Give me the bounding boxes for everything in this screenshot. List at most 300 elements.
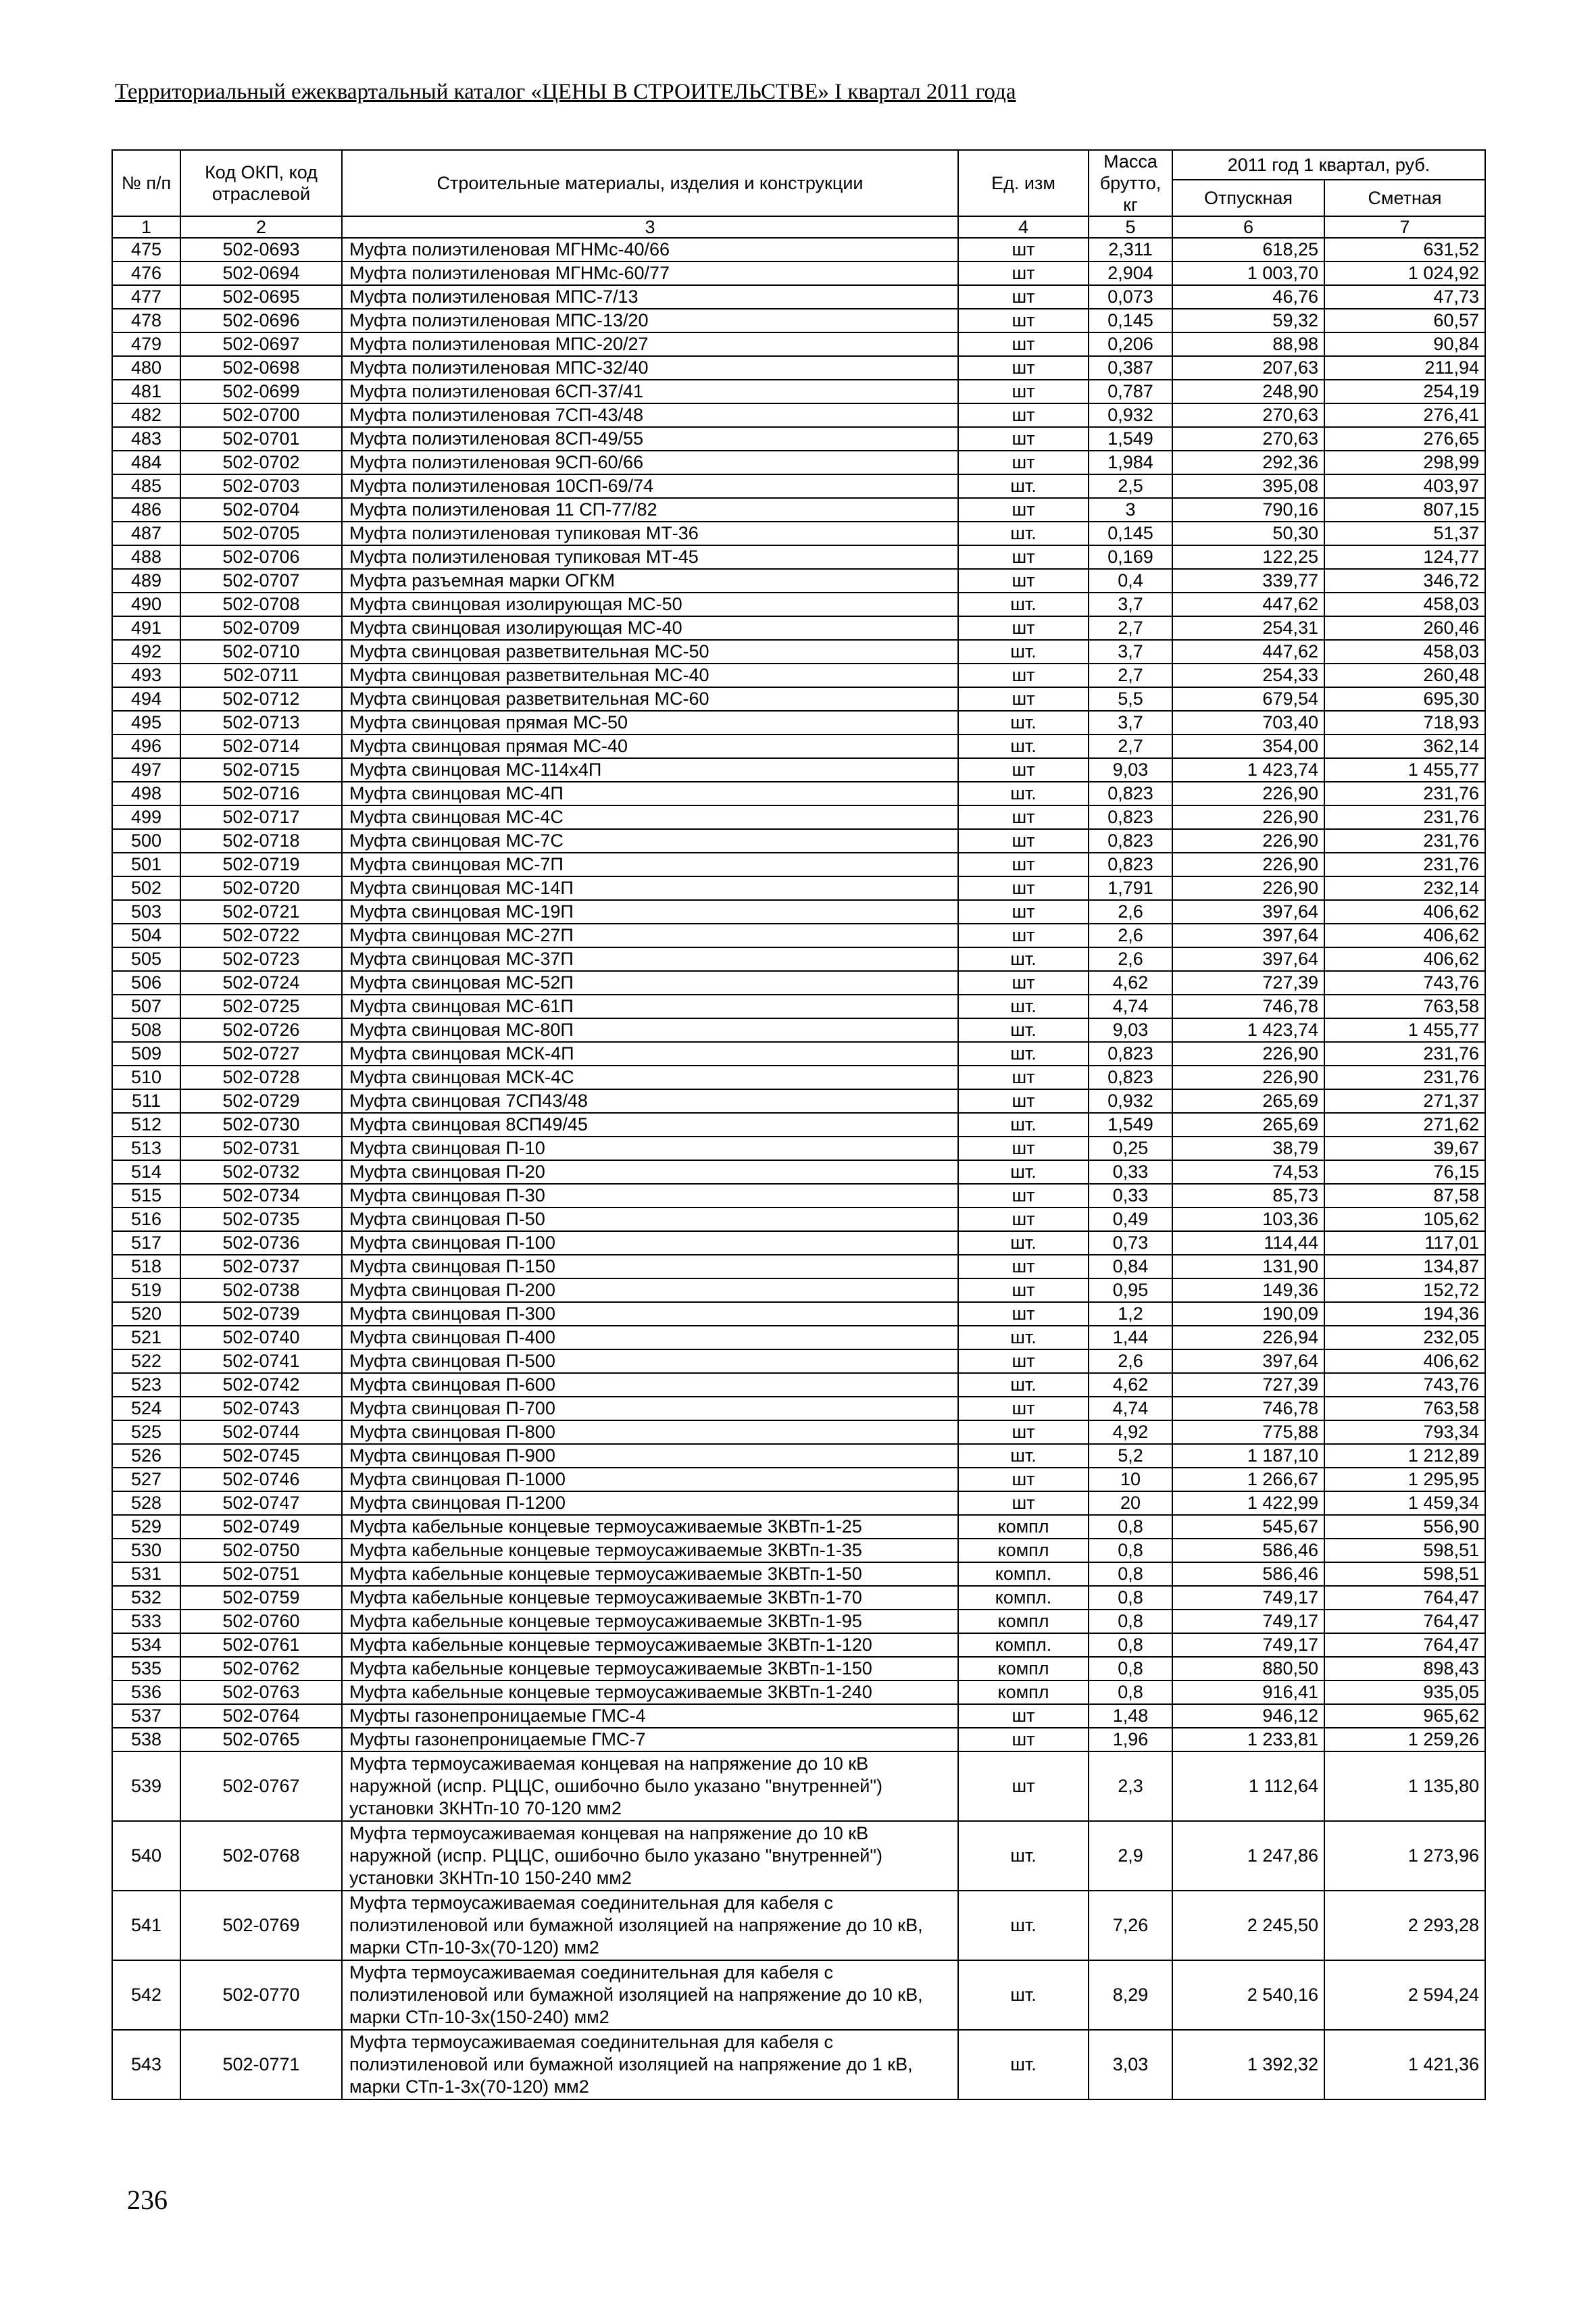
row-price-release: 207,63 (1172, 356, 1324, 380)
row-name: Муфта свинцовая П-700 (342, 1397, 958, 1420)
row-code: 502-0768 (180, 1821, 342, 1891)
table-row (112, 451, 1485, 474)
row-name: Муфта кабельные концевые термоусаживаемые 3КВТп-1-25 (342, 1515, 958, 1539)
row-name: Муфта свинцовая П-800 (342, 1420, 958, 1444)
row-name: Муфта термоусаживаемая соединительная для кабеля с полиэтиленовой или бумажной изоляцией на напряжение до 1 кВ, марки СТп-1-3х(70-120) мм2 (342, 2030, 958, 2099)
row-mass: 5,2 (1089, 1444, 1172, 1468)
row-price-estimate: 807,15 (1324, 498, 1485, 522)
row-price-release: 2 245,50 (1172, 1891, 1324, 1960)
row-name: Муфта свинцовая 8СП49/45 (342, 1113, 958, 1137)
row-number: 527 (112, 1468, 180, 1491)
row-code: 502-0763 (180, 1681, 342, 1704)
row-mass: 8,29 (1089, 1960, 1172, 2030)
row-name: Муфты газонепроницаемые ГМС-4 (342, 1704, 958, 1728)
row-price-release: 114,44 (1172, 1231, 1324, 1255)
row-code: 502-0720 (180, 876, 342, 900)
table-row (112, 380, 1485, 403)
row-number: 489 (112, 569, 180, 593)
table-row (112, 758, 1485, 782)
table-body (112, 238, 1485, 2099)
row-code: 502-0730 (180, 1113, 342, 1137)
row-number: 530 (112, 1539, 180, 1562)
table-row (112, 1278, 1485, 1302)
table-row (112, 1255, 1485, 1278)
table-row (112, 782, 1485, 805)
row-name: Муфта полиэтиленовая 8СП-49/55 (342, 427, 958, 451)
row-code: 502-0696 (180, 309, 342, 332)
row-number: 504 (112, 924, 180, 947)
row-price-estimate: 117,01 (1324, 1231, 1485, 1255)
row-unit: шт (958, 1255, 1089, 1278)
row-unit: шт (958, 262, 1089, 285)
row-price-estimate: 105,62 (1324, 1208, 1485, 1231)
row-name: Муфта полиэтиленовая МГНМс-60/77 (342, 262, 958, 285)
row-price-release: 746,78 (1172, 995, 1324, 1018)
row-price-release: 38,79 (1172, 1137, 1324, 1160)
table-row (112, 1018, 1485, 1042)
row-unit: шт. (958, 782, 1089, 805)
row-price-estimate: 260,46 (1324, 616, 1485, 640)
row-code: 502-0731 (180, 1137, 342, 1160)
table-row (112, 498, 1485, 522)
row-code: 502-0745 (180, 1444, 342, 1468)
row-price-estimate: 232,14 (1324, 876, 1485, 900)
row-price-release: 447,62 (1172, 593, 1324, 616)
row-number: 503 (112, 900, 180, 924)
row-price-estimate: 935,05 (1324, 1681, 1485, 1704)
row-unit: шт. (958, 735, 1089, 758)
table-row (112, 2030, 1485, 2099)
table-row (112, 1042, 1485, 1066)
row-name: Муфта свинцовая МС-14П (342, 876, 958, 900)
row-price-release: 397,64 (1172, 947, 1324, 971)
table-row (112, 593, 1485, 616)
row-mass: 0,8 (1089, 1657, 1172, 1681)
row-name: Муфта свинцовая МС-4С (342, 805, 958, 829)
row-code: 502-0741 (180, 1349, 342, 1373)
row-mass: 4,62 (1089, 971, 1172, 995)
row-price-estimate: 1 212,89 (1324, 1444, 1485, 1468)
price-table (111, 149, 1486, 2100)
column-header-num: № п/п (112, 150, 180, 216)
table-row (112, 616, 1485, 640)
row-code: 502-0749 (180, 1515, 342, 1539)
row-unit: шт (958, 451, 1089, 474)
row-code: 502-0706 (180, 545, 342, 569)
row-number: 502 (112, 876, 180, 900)
row-price-release: 88,98 (1172, 332, 1324, 356)
row-price-estimate: 47,73 (1324, 285, 1485, 309)
row-code: 502-0709 (180, 616, 342, 640)
table-row (112, 1657, 1485, 1681)
column-number: 3 (342, 216, 958, 238)
row-unit: шт (958, 924, 1089, 947)
row-code: 502-0761 (180, 1633, 342, 1657)
row-unit: шт (958, 1491, 1089, 1515)
row-code: 502-0742 (180, 1373, 342, 1397)
row-number: 481 (112, 380, 180, 403)
row-price-estimate: 231,76 (1324, 1066, 1485, 1089)
row-number: 538 (112, 1728, 180, 1751)
row-mass: 0,932 (1089, 403, 1172, 427)
row-price-estimate: 764,47 (1324, 1586, 1485, 1610)
row-number: 516 (112, 1208, 180, 1231)
row-price-estimate: 231,76 (1324, 1042, 1485, 1066)
row-name: Муфта свинцовая МС-19П (342, 900, 958, 924)
row-price-release: 103,36 (1172, 1208, 1324, 1231)
row-name: Муфта полиэтиленовая МПС-20/27 (342, 332, 958, 356)
row-code: 502-0751 (180, 1562, 342, 1586)
row-mass: 0,823 (1089, 782, 1172, 805)
row-price-release: 586,46 (1172, 1539, 1324, 1562)
row-number: 520 (112, 1302, 180, 1326)
column-header-price-release: Отпускная (1172, 180, 1324, 216)
row-price-release: 270,63 (1172, 427, 1324, 451)
row-name: Муфта свинцовая МС-80П (342, 1018, 958, 1042)
row-unit: шт. (958, 593, 1089, 616)
table-row (112, 309, 1485, 332)
table-row (112, 640, 1485, 664)
row-number: 529 (112, 1515, 180, 1539)
row-price-estimate: 695,30 (1324, 687, 1485, 711)
table-row (112, 1231, 1485, 1255)
row-unit: шт. (958, 2030, 1089, 2099)
row-unit: компл (958, 1610, 1089, 1633)
row-price-estimate: 260,48 (1324, 664, 1485, 687)
table-row (112, 1397, 1485, 1420)
table-row (112, 1208, 1485, 1231)
row-mass: 2,5 (1089, 474, 1172, 498)
row-code: 502-0734 (180, 1184, 342, 1208)
row-price-release: 1 392,32 (1172, 2030, 1324, 2099)
row-unit: компл (958, 1539, 1089, 1562)
row-price-release: 131,90 (1172, 1255, 1324, 1278)
row-price-estimate: 793,34 (1324, 1420, 1485, 1444)
row-name: Муфта полиэтиленовая 6СП-37/41 (342, 380, 958, 403)
table-row (112, 1728, 1485, 1751)
row-unit: шт (958, 1728, 1089, 1751)
row-name: Муфта свинцовая прямая МС-50 (342, 711, 958, 735)
row-name: Муфта кабельные концевые термоусаживаемые 3КВТп-1-95 (342, 1610, 958, 1633)
row-code: 502-0744 (180, 1420, 342, 1444)
row-price-release: 254,31 (1172, 616, 1324, 640)
table-row (112, 522, 1485, 545)
table-row (112, 1704, 1485, 1728)
row-mass: 0,387 (1089, 356, 1172, 380)
row-code: 502-0715 (180, 758, 342, 782)
row-price-release: 545,67 (1172, 1515, 1324, 1539)
table-row (112, 1633, 1485, 1657)
row-number: 487 (112, 522, 180, 545)
row-price-estimate: 231,76 (1324, 782, 1485, 805)
row-unit: шт. (958, 640, 1089, 664)
row-number: 509 (112, 1042, 180, 1066)
row-price-release: 122,25 (1172, 545, 1324, 569)
table-row (112, 900, 1485, 924)
row-price-release: 226,90 (1172, 829, 1324, 853)
row-name: Муфта свинцовая МС-7С (342, 829, 958, 853)
row-unit: компл (958, 1515, 1089, 1539)
row-price-estimate: 254,19 (1324, 380, 1485, 403)
row-name: Муфта свинцовая П-150 (342, 1255, 958, 1278)
row-price-estimate: 1 135,80 (1324, 1751, 1485, 1821)
row-name: Муфта термоусаживаемая соединительная для кабеля с полиэтиленовой или бумажной изоляцией на напряжение до 10 кВ, марки СТп-10-3х(70-120) мм2 (342, 1891, 958, 1960)
row-code: 502-0759 (180, 1586, 342, 1610)
row-unit: компл (958, 1657, 1089, 1681)
row-mass: 1,549 (1089, 427, 1172, 451)
row-price-release: 265,69 (1172, 1113, 1324, 1137)
row-price-estimate: 346,72 (1324, 569, 1485, 593)
row-price-estimate: 1 421,36 (1324, 2030, 1485, 2099)
row-price-release: 339,77 (1172, 569, 1324, 593)
row-unit: шт (958, 1278, 1089, 1302)
row-mass: 0,25 (1089, 1137, 1172, 1160)
row-mass: 4,92 (1089, 1420, 1172, 1444)
row-price-release: 226,90 (1172, 1042, 1324, 1066)
row-unit: шт (958, 1704, 1089, 1728)
row-name: Муфта свинцовая МС-61П (342, 995, 958, 1018)
row-price-release: 397,64 (1172, 924, 1324, 947)
row-code: 502-0771 (180, 2030, 342, 2099)
row-mass: 1,48 (1089, 1704, 1172, 1728)
row-unit: шт. (958, 1444, 1089, 1468)
row-price-release: 946,12 (1172, 1704, 1324, 1728)
row-mass: 3 (1089, 498, 1172, 522)
row-number: 513 (112, 1137, 180, 1160)
row-price-release: 226,90 (1172, 876, 1324, 900)
row-unit: компл. (958, 1562, 1089, 1586)
row-price-release: 248,90 (1172, 380, 1324, 403)
row-mass: 1,791 (1089, 876, 1172, 900)
row-unit: шт (958, 1089, 1089, 1113)
row-name: Муфта свинцовая П-900 (342, 1444, 958, 1468)
table-row (112, 427, 1485, 451)
row-name: Муфта полиэтиленовая тупиковая МТ-36 (342, 522, 958, 545)
table-row (112, 1539, 1485, 1562)
row-price-estimate: 60,57 (1324, 309, 1485, 332)
row-code: 502-0707 (180, 569, 342, 593)
row-mass: 4,74 (1089, 995, 1172, 1018)
row-number: 517 (112, 1231, 180, 1255)
row-price-release: 226,94 (1172, 1326, 1324, 1349)
row-name: Муфта свинцовая П-400 (342, 1326, 958, 1349)
row-mass: 0,73 (1089, 1231, 1172, 1255)
row-code: 502-0697 (180, 332, 342, 356)
row-unit: шт (958, 664, 1089, 687)
row-code: 502-0743 (180, 1397, 342, 1420)
row-name: Муфта кабельные концевые термоусаживаемые 3КВТп-1-240 (342, 1681, 958, 1704)
row-name: Муфта свинцовая разветвительная МС-60 (342, 687, 958, 711)
row-code: 502-0716 (180, 782, 342, 805)
table-row (112, 1326, 1485, 1349)
row-price-release: 85,73 (1172, 1184, 1324, 1208)
row-price-estimate: 124,77 (1324, 545, 1485, 569)
table-row (112, 285, 1485, 309)
row-unit: шт (958, 285, 1089, 309)
table-row (112, 403, 1485, 427)
row-unit: шт. (958, 711, 1089, 735)
row-name: Муфта свинцовая П-50 (342, 1208, 958, 1231)
row-price-estimate: 1 295,95 (1324, 1468, 1485, 1491)
row-price-estimate: 406,62 (1324, 924, 1485, 947)
row-name: Муфта свинцовая МС-27П (342, 924, 958, 947)
table-row (112, 1468, 1485, 1491)
row-mass: 0,8 (1089, 1681, 1172, 1704)
row-price-estimate: 458,03 (1324, 640, 1485, 664)
row-number: 532 (112, 1586, 180, 1610)
row-price-estimate: 231,76 (1324, 829, 1485, 853)
row-price-release: 790,16 (1172, 498, 1324, 522)
row-price-release: 727,39 (1172, 1373, 1324, 1397)
row-unit: шт (958, 876, 1089, 900)
table-row (112, 1562, 1485, 1586)
row-unit: шт (958, 1302, 1089, 1326)
row-mass: 0,8 (1089, 1515, 1172, 1539)
column-number: 6 (1172, 216, 1324, 238)
row-unit: шт (958, 545, 1089, 569)
table-row (112, 1349, 1485, 1373)
row-code: 502-0718 (180, 829, 342, 853)
row-code: 502-0727 (180, 1042, 342, 1066)
row-number: 525 (112, 1420, 180, 1444)
row-mass: 0,073 (1089, 285, 1172, 309)
row-price-release: 749,17 (1172, 1633, 1324, 1657)
row-number: 534 (112, 1633, 180, 1657)
row-unit: шт. (958, 1821, 1089, 1891)
row-unit: шт (958, 900, 1089, 924)
row-price-estimate: 598,51 (1324, 1539, 1485, 1562)
column-header-price-group: 2011 год 1 квартал, руб. (1172, 150, 1485, 180)
column-number-row (112, 216, 1485, 238)
table-row (112, 1160, 1485, 1184)
table-row (112, 947, 1485, 971)
row-number: 480 (112, 356, 180, 380)
row-mass: 2,311 (1089, 238, 1172, 262)
row-price-estimate: 152,72 (1324, 1278, 1485, 1302)
row-price-release: 1 266,67 (1172, 1468, 1324, 1491)
row-number: 479 (112, 332, 180, 356)
row-code: 502-0765 (180, 1728, 342, 1751)
row-price-estimate: 763,58 (1324, 995, 1485, 1018)
row-code: 502-0695 (180, 285, 342, 309)
row-unit: шт. (958, 1891, 1089, 1960)
table-row (112, 1373, 1485, 1397)
row-code: 502-0722 (180, 924, 342, 947)
column-number: 2 (180, 216, 342, 238)
table-row (112, 1066, 1485, 1089)
table-row (112, 876, 1485, 900)
row-unit: шт (958, 1208, 1089, 1231)
row-price-estimate: 232,05 (1324, 1326, 1485, 1349)
row-price-release: 1 422,99 (1172, 1491, 1324, 1515)
row-number: 490 (112, 593, 180, 616)
row-code: 502-0732 (180, 1160, 342, 1184)
row-code: 502-0723 (180, 947, 342, 971)
row-price-estimate: 764,47 (1324, 1633, 1485, 1657)
row-name: Муфта полиэтиленовая 11 СП-77/82 (342, 498, 958, 522)
row-price-release: 395,08 (1172, 474, 1324, 498)
row-price-release: 1 112,64 (1172, 1751, 1324, 1821)
row-price-estimate: 298,99 (1324, 451, 1485, 474)
row-name: Муфта полиэтиленовая МПС-7/13 (342, 285, 958, 309)
row-price-release: 190,09 (1172, 1302, 1324, 1326)
table-row (112, 1610, 1485, 1633)
row-number: 508 (112, 1018, 180, 1042)
row-name: Муфта термоусаживаемая концевая на напряжение до 10 кВ наружной (испр. РЦЦС, ошибочно было указано "внутренней") установки 3КНТп-10 150-240 мм2 (342, 1821, 958, 1891)
column-header-unit: Ед. изм (958, 150, 1089, 216)
row-price-release: 727,39 (1172, 971, 1324, 995)
column-header-price-estimate: Сметная (1324, 180, 1485, 216)
row-unit: шт (958, 829, 1089, 853)
row-name: Муфта полиэтиленовая 9СП-60/66 (342, 451, 958, 474)
row-code: 502-0747 (180, 1491, 342, 1515)
row-unit: шт (958, 569, 1089, 593)
row-code: 502-0767 (180, 1751, 342, 1821)
row-code: 502-0726 (180, 1018, 342, 1042)
row-number: 510 (112, 1066, 180, 1089)
row-name: Муфта свинцовая П-20 (342, 1160, 958, 1184)
row-number: 506 (112, 971, 180, 995)
row-price-release: 397,64 (1172, 1349, 1324, 1373)
row-number: 543 (112, 2030, 180, 2099)
row-code: 502-0770 (180, 1960, 342, 2030)
row-code: 502-0713 (180, 711, 342, 735)
row-unit: шт (958, 332, 1089, 356)
row-code: 502-0735 (180, 1208, 342, 1231)
row-price-release: 270,63 (1172, 403, 1324, 427)
row-number: 486 (112, 498, 180, 522)
row-price-estimate: 134,87 (1324, 1255, 1485, 1278)
row-price-release: 397,64 (1172, 900, 1324, 924)
row-number: 497 (112, 758, 180, 782)
row-price-release: 775,88 (1172, 1420, 1324, 1444)
row-mass: 0,932 (1089, 1089, 1172, 1113)
table-row (112, 1491, 1485, 1515)
row-code: 502-0739 (180, 1302, 342, 1326)
row-price-estimate: 90,84 (1324, 332, 1485, 356)
row-name: Муфта свинцовая МС-7П (342, 853, 958, 876)
row-price-estimate: 362,14 (1324, 735, 1485, 758)
row-name: Муфта свинцовая МС-114х4П (342, 758, 958, 782)
table-row (112, 238, 1485, 262)
row-mass: 9,03 (1089, 758, 1172, 782)
row-price-release: 679,54 (1172, 687, 1324, 711)
row-price-estimate: 231,76 (1324, 805, 1485, 829)
row-code: 502-0736 (180, 1231, 342, 1255)
row-unit: шт. (958, 1960, 1089, 2030)
row-price-estimate: 211,94 (1324, 356, 1485, 380)
row-code: 502-0746 (180, 1468, 342, 1491)
table-row (112, 1302, 1485, 1326)
row-unit: шт (958, 1751, 1089, 1821)
row-price-estimate: 406,62 (1324, 947, 1485, 971)
row-number: 518 (112, 1255, 180, 1278)
row-price-release: 586,46 (1172, 1562, 1324, 1586)
table-row (112, 474, 1485, 498)
row-name: Муфта разъемная марки ОГКМ (342, 569, 958, 593)
row-price-release: 149,36 (1172, 1278, 1324, 1302)
row-price-estimate: 276,65 (1324, 427, 1485, 451)
row-number: 541 (112, 1891, 180, 1960)
row-unit: шт (958, 309, 1089, 332)
row-price-release: 1 003,70 (1172, 262, 1324, 285)
row-mass: 0,8 (1089, 1562, 1172, 1586)
row-price-release: 354,00 (1172, 735, 1324, 758)
row-number: 491 (112, 616, 180, 640)
row-unit: шт (958, 1066, 1089, 1089)
row-number: 485 (112, 474, 180, 498)
row-price-estimate: 406,62 (1324, 900, 1485, 924)
